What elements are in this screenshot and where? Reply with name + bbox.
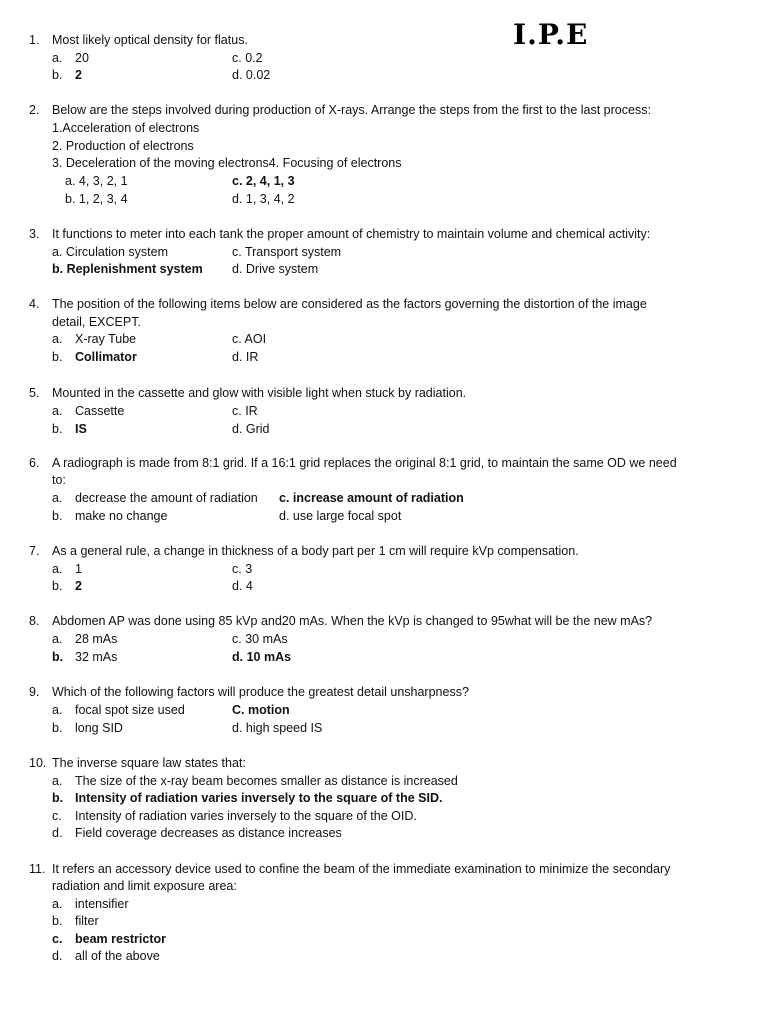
- option-b: b. Collimator: [52, 350, 137, 364]
- option-d: d. 4: [232, 579, 253, 593]
- option-d: d. Grid: [232, 422, 270, 436]
- question-text: The position of the following items below are considered as the factors governing the distortion of the image: [52, 297, 647, 311]
- question-text-cont: radiation and limit exposure area:: [52, 879, 237, 893]
- option-a: a. focal spot size used: [52, 703, 185, 717]
- option-a: a. 1: [52, 562, 82, 576]
- option-d: d. IR: [232, 350, 259, 364]
- option-b: b. 2: [52, 579, 82, 593]
- option-c: c. IR: [232, 404, 258, 418]
- question-text: It refers an accessory device used to confine the beam of the immediate examination to minimize the secondary: [52, 862, 671, 876]
- option-b: b. Replenishment system: [52, 262, 203, 276]
- option-a: a. decrease the amount of radiation: [52, 491, 258, 505]
- option-a: a. 28 mAs: [52, 632, 118, 646]
- option-b: b. Intensity of radiation varies inversely to the square of the SID.: [52, 791, 443, 805]
- option-d: d. 1, 3, 4, 2: [232, 192, 295, 206]
- option-c: c. 2, 4, 1, 3: [232, 174, 295, 188]
- option-c: c. 30 mAs: [232, 632, 288, 646]
- question-number: 6.: [29, 456, 40, 470]
- option-a: a. Circulation system: [52, 245, 169, 259]
- question-text: A radiograph is made from 8:1 grid. If a 16:1 grid replaces the original 8:1 grid, to maintain the same OD we need: [52, 456, 677, 470]
- option-d: d. Field coverage decreases as distance increases: [52, 826, 342, 840]
- option-d: d. use large focal spot: [279, 509, 402, 523]
- question-text-cont: to:: [52, 473, 66, 487]
- question-number: 2.: [29, 103, 40, 117]
- option-d: d. 10 mAs: [232, 650, 292, 664]
- question-number: 1.: [29, 33, 40, 47]
- option-c: c. beam restrictor: [52, 932, 167, 946]
- option-b: b. long SID: [52, 721, 123, 735]
- option-a: a. intensifier: [52, 897, 129, 911]
- option-c: c. Transport system: [232, 245, 342, 259]
- option-b: b. IS: [52, 422, 87, 436]
- question-text: As a general rule, a change in thickness of a body part per 1 cm will require kVp compensation.: [52, 544, 579, 558]
- option-c: c. 3: [232, 562, 253, 576]
- question-number: 9.: [29, 685, 40, 699]
- question-text: Which of the following factors will produce the greatest detail unsharpness?: [52, 685, 469, 699]
- question-number: 5.: [29, 386, 40, 400]
- question-text-cont: detail, EXCEPT.: [52, 315, 141, 329]
- question-number: 3.: [29, 227, 40, 241]
- question-number: 4.: [29, 297, 40, 311]
- option-d: d. all of the above: [52, 949, 160, 963]
- question-text: Below are the steps involved during production of X-rays. Arrange the steps from the first to the last process:: [52, 103, 651, 117]
- option-a: a. 4, 3, 2, 1: [65, 174, 128, 188]
- question-number: 11.: [29, 862, 46, 876]
- step-2: 2. Production of electrons: [52, 139, 194, 153]
- question-text: Abdomen AP was done using 85 kVp and20 mAs. When the kVp is changed to 95what will be the new mAs?: [52, 614, 653, 628]
- question-text: Mounted in the cassette and glow with visible light when stuck by radiation.: [52, 386, 467, 400]
- option-b: b. make no change: [52, 509, 168, 523]
- option-b: b. filter: [52, 914, 99, 928]
- option-d: d. 0.02: [232, 68, 271, 82]
- option-a: a. Cassette: [52, 404, 125, 418]
- option-b: b. 2: [52, 68, 82, 82]
- question-text: The inverse square law states that:: [52, 756, 246, 770]
- question-number: 7.: [29, 544, 40, 558]
- step-3: 3. Deceleration of the moving electrons4. Focusing of electrons: [52, 156, 402, 170]
- option-a: a. The size of the x-ray beam becomes smaller as distance is increased: [52, 774, 458, 788]
- option-b: b. 32 mAs: [52, 650, 118, 664]
- step-1: 1.Acceleration of electrons: [52, 121, 200, 135]
- option-b: b. 1, 2, 3, 4: [65, 192, 128, 206]
- question-number: 8.: [29, 614, 40, 628]
- question-text: It functions to meter into each tank the proper amount of chemistry to maintain volume and chemical activity:: [52, 227, 651, 241]
- document-title: I.P.E: [513, 18, 589, 51]
- question-number: 10.: [29, 756, 47, 770]
- option-a: a. 20: [52, 51, 89, 65]
- option-a: a. X-ray Tube: [52, 332, 137, 346]
- question-text: Most likely optical density for flatus.: [52, 33, 248, 47]
- option-d: d. high speed IS: [232, 721, 323, 735]
- option-d: d. Drive system: [232, 262, 319, 276]
- option-c: c. 0.2: [232, 51, 263, 65]
- option-c: c. Intensity of radiation varies inversely to the square of the OID.: [52, 809, 417, 823]
- option-c: c. AOI: [232, 332, 267, 346]
- option-c: C. motion: [232, 703, 290, 717]
- option-c: c. increase amount of radiation: [279, 491, 464, 505]
